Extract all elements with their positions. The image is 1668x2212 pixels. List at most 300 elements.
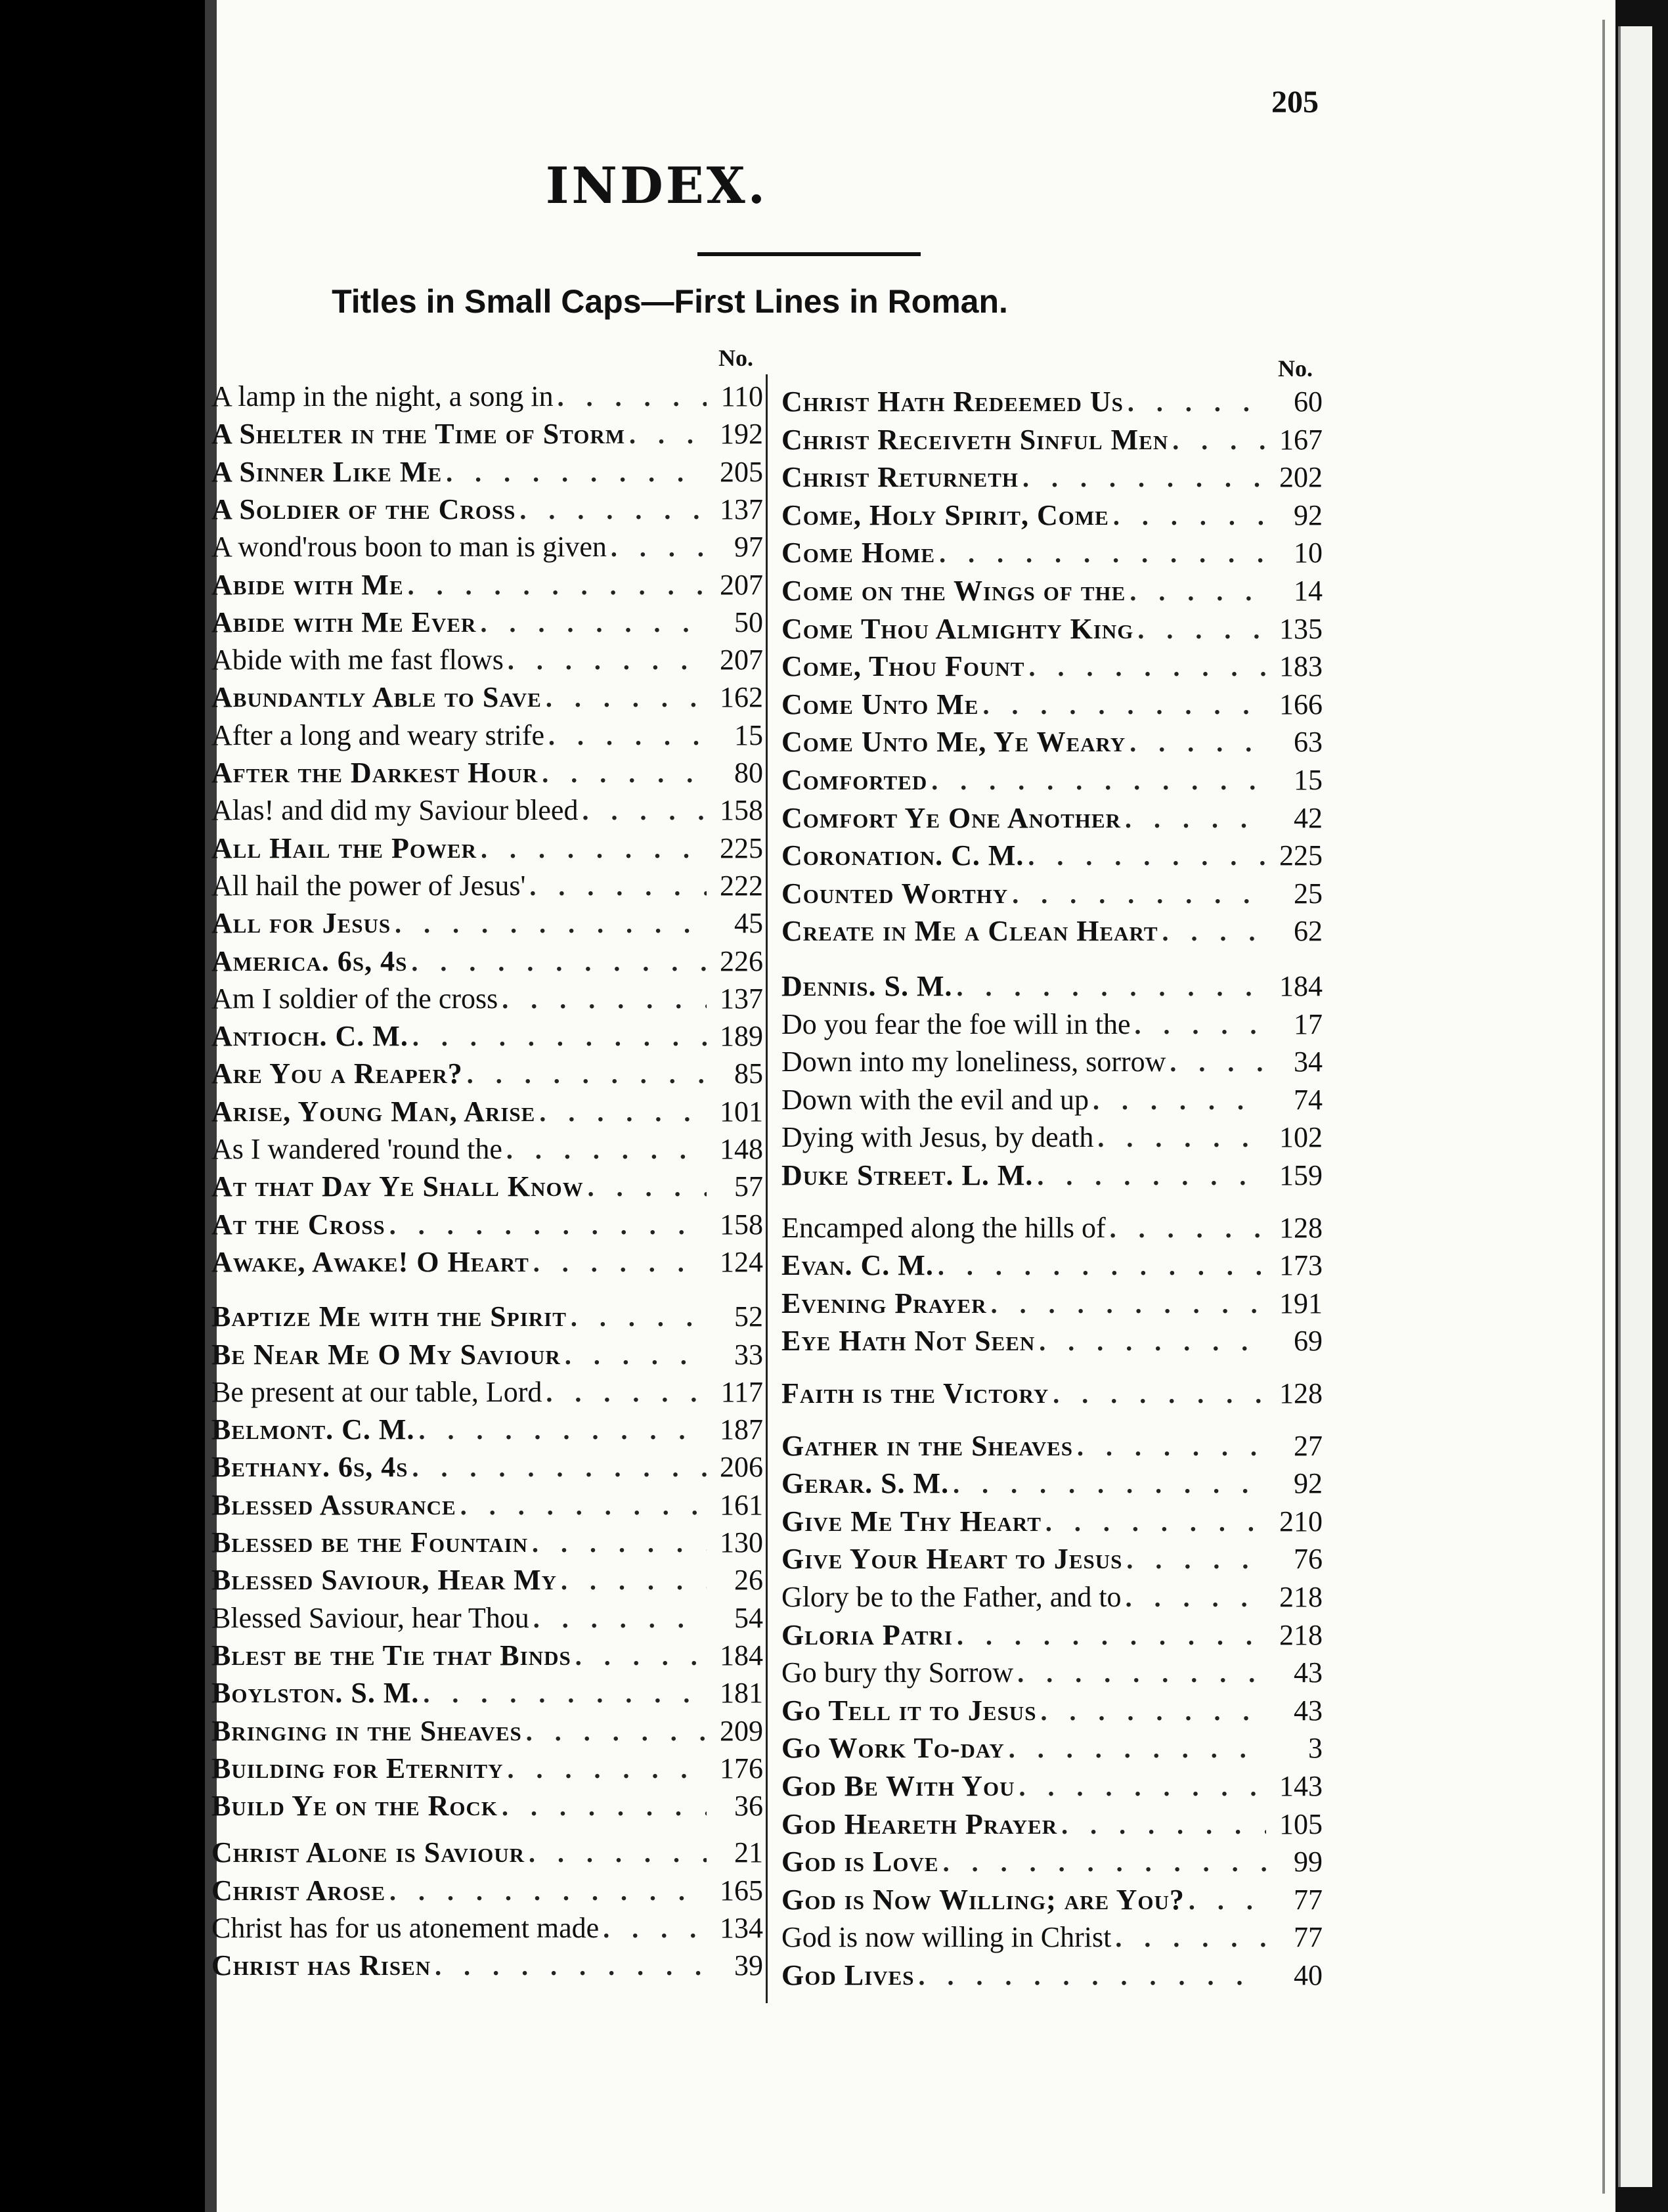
entry-title: Gloria Patri bbox=[781, 1618, 953, 1651]
entry-number: 26 bbox=[734, 1564, 763, 1597]
entry-number: 15 bbox=[734, 719, 763, 751]
dot-leader bbox=[939, 538, 1266, 569]
dot-leader bbox=[542, 758, 707, 789]
entry-title: Eye Hath Not Seen bbox=[781, 1325, 1036, 1358]
dot-leader bbox=[446, 457, 707, 488]
entry-title: Baptize Me with the Spirit bbox=[211, 1300, 567, 1333]
entry-number: 60 bbox=[1294, 386, 1323, 418]
entry-number: 69 bbox=[1294, 1325, 1323, 1358]
dot-leader bbox=[526, 1716, 707, 1747]
dot-leader bbox=[546, 1377, 707, 1408]
dot-leader bbox=[418, 1415, 707, 1446]
dot-leader bbox=[931, 765, 1266, 796]
entry-number: 184 bbox=[720, 1639, 763, 1671]
dot-leader bbox=[982, 690, 1266, 720]
entry-number: 42 bbox=[1294, 801, 1323, 834]
entry-number: 210 bbox=[1279, 1505, 1323, 1537]
entry-title: Am I soldier of the cross bbox=[211, 982, 498, 1015]
entry-title: Come Thou Almighty King bbox=[781, 612, 1134, 645]
index-entry bbox=[211, 1338, 763, 1372]
dot-leader bbox=[1019, 1771, 1266, 1802]
entry-number: 166 bbox=[1279, 688, 1323, 720]
entry-title: Antioch. C. M. bbox=[211, 1020, 408, 1053]
dot-leader bbox=[408, 570, 707, 601]
entry-title: Evan. C. M. bbox=[781, 1249, 934, 1282]
index-entry bbox=[781, 650, 1323, 684]
index-entry bbox=[211, 1752, 763, 1786]
dot-leader bbox=[1135, 1009, 1266, 1040]
dot-leader bbox=[1012, 879, 1266, 910]
index-entry bbox=[781, 688, 1323, 722]
index-entry bbox=[781, 1656, 1323, 1690]
dot-leader bbox=[539, 1097, 707, 1128]
dot-leader bbox=[395, 908, 707, 939]
dot-leader bbox=[943, 1847, 1266, 1878]
entry-number: 135 bbox=[1279, 612, 1323, 645]
index-entry bbox=[211, 756, 763, 790]
entry-title: Come, Holy Spirit, Come bbox=[781, 498, 1109, 531]
entry-title: Building for Eternity bbox=[211, 1752, 504, 1784]
dot-leader bbox=[411, 946, 707, 977]
entry-number: 40 bbox=[1294, 1959, 1323, 1991]
entry-title: Do you fear the foe will in the bbox=[781, 1007, 1131, 1040]
index-entry bbox=[211, 869, 763, 903]
entry-number: 54 bbox=[734, 1601, 763, 1634]
dot-leader bbox=[1017, 1658, 1266, 1689]
dot-leader bbox=[1113, 500, 1266, 531]
index-entry bbox=[781, 536, 1323, 570]
entry-title: Abide with Me Ever bbox=[211, 606, 477, 638]
entry-title: Comforted bbox=[781, 764, 928, 796]
entry-title: Give Me Thy Heart bbox=[781, 1505, 1042, 1537]
index-entry bbox=[781, 1159, 1323, 1193]
dot-leader bbox=[991, 1289, 1266, 1319]
entry-title: America. 6s, 4s bbox=[211, 944, 408, 977]
dot-leader bbox=[1126, 1582, 1266, 1613]
right-gutter bbox=[1615, 0, 1668, 2212]
index-entry bbox=[781, 1287, 1323, 1321]
left-column-header: No. bbox=[718, 345, 753, 371]
dot-leader bbox=[1172, 425, 1266, 456]
index-entry bbox=[211, 1019, 763, 1053]
dot-leader bbox=[918, 1960, 1266, 1991]
entry-title: Blessed Saviour, Hear My bbox=[211, 1564, 558, 1597]
dot-leader bbox=[1028, 841, 1266, 872]
entry-number: 184 bbox=[1279, 970, 1323, 1002]
index-entry bbox=[781, 1505, 1323, 1539]
entry-number: 143 bbox=[1279, 1770, 1323, 1802]
entry-number: 15 bbox=[1294, 764, 1323, 796]
entry-number: 117 bbox=[720, 1375, 763, 1408]
entry-title: Counted Worthy bbox=[781, 877, 1009, 910]
entry-number: 183 bbox=[1279, 650, 1323, 683]
entry-number: 192 bbox=[720, 418, 763, 451]
entry-number: 3 bbox=[1308, 1732, 1323, 1765]
entry-title: Come Unto Me, Ye Weary bbox=[781, 726, 1126, 759]
dot-leader bbox=[957, 1620, 1266, 1651]
index-entry bbox=[211, 493, 763, 527]
entry-number: 102 bbox=[1279, 1121, 1323, 1154]
entry-title: Blest be the Tie that Binds bbox=[211, 1639, 571, 1671]
dot-leader bbox=[1162, 916, 1267, 947]
entry-number: 80 bbox=[734, 757, 763, 789]
next-page-edge bbox=[1618, 26, 1652, 2187]
dot-leader bbox=[582, 795, 707, 826]
dot-leader bbox=[502, 1791, 707, 1822]
dot-leader bbox=[629, 419, 707, 450]
dot-leader bbox=[506, 1134, 707, 1165]
index-entry bbox=[211, 1488, 763, 1522]
index-entry bbox=[781, 839, 1323, 873]
dot-leader bbox=[435, 1951, 707, 1981]
entry-number: 85 bbox=[734, 1057, 763, 1090]
index-entry bbox=[211, 1300, 763, 1334]
entry-number: 134 bbox=[720, 1912, 763, 1944]
entry-title: Glory be to the Father, and to bbox=[781, 1581, 1122, 1613]
index-entry bbox=[211, 1526, 763, 1560]
entry-number: 181 bbox=[720, 1677, 763, 1710]
dot-leader bbox=[611, 532, 707, 563]
entry-title: Blessed Saviour, hear Thou bbox=[211, 1601, 529, 1634]
index-entry bbox=[211, 568, 763, 602]
index-entry bbox=[781, 1211, 1323, 1245]
entry-number: 92 bbox=[1294, 1467, 1323, 1500]
index-entry bbox=[781, 1807, 1323, 1842]
index-entry bbox=[211, 793, 763, 828]
entry-title: Dying with Jesus, by death bbox=[781, 1121, 1094, 1154]
dot-leader bbox=[1115, 1922, 1266, 1953]
entry-title: Bethany. 6s, 4s bbox=[211, 1451, 408, 1484]
entry-number: 222 bbox=[720, 869, 763, 902]
entry-number: 50 bbox=[734, 606, 763, 638]
entry-number: 128 bbox=[1279, 1211, 1323, 1244]
entry-number: 101 bbox=[720, 1095, 763, 1128]
dot-leader bbox=[412, 1021, 707, 1052]
entry-number: 92 bbox=[1294, 498, 1323, 531]
index-entry bbox=[781, 574, 1323, 608]
entry-title: Abundantly Able to Save bbox=[211, 681, 542, 714]
index-entry bbox=[211, 606, 763, 640]
entry-number: 187 bbox=[720, 1413, 763, 1446]
title-rule bbox=[697, 252, 921, 256]
entry-number: 191 bbox=[1279, 1287, 1323, 1319]
entry-title: God is Love bbox=[781, 1846, 939, 1878]
index-entry bbox=[781, 1045, 1323, 1079]
dot-leader bbox=[1022, 462, 1266, 493]
index-entry bbox=[211, 1714, 763, 1748]
index-entry bbox=[211, 831, 763, 866]
entry-title: Gather in the Sheaves bbox=[781, 1429, 1074, 1462]
index-entry bbox=[211, 643, 763, 677]
dot-leader bbox=[412, 1452, 707, 1483]
index-entry bbox=[781, 612, 1323, 646]
dot-leader bbox=[1037, 1161, 1266, 1191]
index-entry bbox=[781, 1618, 1323, 1652]
entry-title: Alas! and did my Saviour bleed bbox=[211, 794, 579, 827]
index-entry bbox=[211, 1170, 763, 1204]
entry-number: 34 bbox=[1294, 1046, 1323, 1078]
dot-leader bbox=[1009, 1733, 1266, 1764]
index-entry bbox=[781, 1542, 1323, 1576]
index-entry bbox=[781, 1120, 1323, 1155]
entry-title: Bringing in the Sheaves bbox=[211, 1714, 522, 1747]
dot-leader bbox=[1128, 387, 1266, 418]
dot-leader bbox=[1053, 1379, 1266, 1409]
entry-title: Gerar. S. M. bbox=[781, 1467, 950, 1500]
entry-title: Come on the Wings of the bbox=[781, 575, 1126, 607]
dot-leader bbox=[1110, 1213, 1266, 1244]
entry-title: Blessed be the Fountain bbox=[211, 1526, 529, 1559]
index-entry bbox=[211, 1601, 763, 1635]
index-entry bbox=[781, 498, 1323, 533]
dot-leader bbox=[1097, 1122, 1266, 1153]
entry-number: 165 bbox=[720, 1874, 763, 1907]
index-entry bbox=[211, 719, 763, 753]
dot-leader bbox=[529, 871, 707, 902]
index-entry bbox=[781, 1324, 1323, 1358]
entry-title: Faith is the Victory bbox=[781, 1377, 1049, 1409]
index-entry bbox=[781, 914, 1323, 948]
entry-title: Duke Street. L. M. bbox=[781, 1159, 1034, 1191]
index-entry bbox=[781, 1429, 1323, 1463]
index-entry bbox=[781, 1467, 1323, 1501]
entry-title: A lamp in the night, a song in bbox=[211, 380, 554, 412]
index-entry bbox=[781, 1249, 1323, 1283]
entry-title: Down with the evil and up bbox=[781, 1083, 1089, 1116]
entry-number: 225 bbox=[720, 831, 763, 864]
index-entry bbox=[781, 1920, 1323, 1955]
page-number: 205 bbox=[1271, 85, 1319, 120]
dot-leader bbox=[558, 382, 707, 412]
dot-leader bbox=[1189, 1885, 1266, 1916]
index-entry bbox=[211, 1375, 763, 1409]
entry-title: A Soldier of the Cross bbox=[211, 493, 516, 525]
entry-number: 148 bbox=[720, 1133, 763, 1165]
index-entry bbox=[781, 1007, 1323, 1042]
entry-title: Belmont. C. M. bbox=[211, 1413, 415, 1446]
entry-number: 43 bbox=[1294, 1656, 1323, 1689]
dot-leader bbox=[588, 1172, 707, 1203]
entry-number: 159 bbox=[1279, 1159, 1323, 1191]
page-right-rule bbox=[1602, 20, 1605, 2194]
entry-number: 110 bbox=[720, 380, 763, 412]
dot-leader bbox=[1093, 1085, 1266, 1116]
dot-leader bbox=[467, 1059, 707, 1090]
index-entry bbox=[211, 982, 763, 1016]
entry-number: 137 bbox=[720, 493, 763, 525]
dot-leader bbox=[533, 1247, 707, 1278]
entry-number: 21 bbox=[734, 1836, 763, 1869]
entry-number: 43 bbox=[1294, 1694, 1323, 1727]
entry-number: 74 bbox=[1294, 1083, 1323, 1116]
entry-title: Go Work To-day bbox=[781, 1732, 1005, 1765]
entry-title: Boylston. S. M. bbox=[211, 1677, 420, 1710]
entry-number: 158 bbox=[720, 1208, 763, 1241]
entry-title: After a long and weary strife bbox=[211, 719, 545, 751]
entry-number: 77 bbox=[1294, 1921, 1323, 1954]
entry-title: Be Near Me O My Saviour bbox=[211, 1338, 561, 1371]
entry-number: 10 bbox=[1294, 537, 1323, 569]
entry-title: As I wandered 'round the bbox=[211, 1133, 502, 1165]
index-entry bbox=[211, 530, 763, 564]
entry-number: 218 bbox=[1279, 1581, 1323, 1613]
entry-number: 161 bbox=[720, 1488, 763, 1521]
dot-leader bbox=[1125, 803, 1266, 834]
index-entry bbox=[211, 906, 763, 940]
entry-title: Evening Prayer bbox=[781, 1287, 987, 1319]
page-subtitle: Titles in Small Caps—First Lines in Roman. bbox=[332, 283, 1008, 320]
dot-leader bbox=[507, 1754, 707, 1784]
dot-leader bbox=[561, 1565, 707, 1596]
entry-number: 207 bbox=[720, 644, 763, 676]
index-entry bbox=[211, 1413, 763, 1447]
entry-number: 17 bbox=[1294, 1007, 1323, 1040]
entry-number: 207 bbox=[720, 568, 763, 601]
index-entry bbox=[781, 385, 1323, 419]
index-entry bbox=[781, 1377, 1323, 1411]
dot-leader bbox=[1137, 614, 1266, 645]
entry-title: Christ Receiveth Sinful Men bbox=[781, 423, 1169, 456]
entry-title: Be present at our table, Lord bbox=[211, 1375, 542, 1408]
index-entry bbox=[211, 1639, 763, 1673]
entry-title: Create in Me a Clean Heart bbox=[781, 915, 1158, 948]
index-entry bbox=[781, 801, 1323, 835]
index-entry bbox=[211, 1836, 763, 1870]
entry-title: Go bury thy Sorrow bbox=[781, 1656, 1014, 1689]
entry-title: Dennis. S. M. bbox=[781, 970, 953, 1002]
entry-title: Abide with Me bbox=[211, 568, 404, 601]
entry-title: At the Cross bbox=[211, 1208, 385, 1241]
entry-title: God Be With You bbox=[781, 1770, 1015, 1802]
entry-title: Abide with me fast flows bbox=[211, 644, 504, 676]
entry-title: All Hail the Power bbox=[211, 831, 477, 864]
entry-title: Arise, Young Man, Arise bbox=[211, 1095, 536, 1128]
entry-number: 33 bbox=[734, 1338, 763, 1371]
dot-leader bbox=[519, 495, 707, 525]
index-entry bbox=[211, 455, 763, 489]
entry-number: 137 bbox=[720, 982, 763, 1015]
entry-title: A Sinner Like Me bbox=[211, 455, 443, 488]
dot-leader bbox=[481, 833, 707, 864]
entry-title: Awake, Awake! O Heart bbox=[211, 1245, 529, 1278]
index-entry bbox=[781, 877, 1323, 911]
entry-number: 62 bbox=[1294, 915, 1323, 948]
entry-title: Are You a Reaper? bbox=[211, 1057, 463, 1090]
entry-number: 158 bbox=[720, 794, 763, 827]
dot-leader bbox=[532, 1528, 707, 1559]
index-entry bbox=[781, 969, 1323, 1004]
entry-number: 225 bbox=[1279, 839, 1323, 872]
entry-title: Come Home bbox=[781, 537, 936, 569]
dot-leader bbox=[575, 1641, 707, 1671]
index-entry bbox=[781, 423, 1323, 457]
entry-title: Christ has for us atonement made bbox=[211, 1912, 600, 1944]
index-entry bbox=[781, 725, 1323, 759]
entry-number: 202 bbox=[1279, 461, 1323, 494]
entry-number: 105 bbox=[1279, 1807, 1323, 1840]
dot-leader bbox=[389, 1210, 707, 1241]
entry-number: 99 bbox=[1294, 1846, 1323, 1878]
index-entry bbox=[211, 1789, 763, 1823]
index-entry bbox=[781, 1694, 1323, 1728]
index-entry bbox=[211, 680, 763, 715]
index-entry bbox=[781, 1083, 1323, 1117]
entry-number: 167 bbox=[1279, 423, 1323, 456]
index-entry bbox=[781, 763, 1323, 797]
dot-leader bbox=[389, 1876, 707, 1907]
dot-leader bbox=[1061, 1809, 1266, 1840]
index-entry bbox=[781, 460, 1323, 495]
dot-leader bbox=[1130, 727, 1266, 758]
dot-leader bbox=[1170, 1047, 1266, 1078]
dot-leader bbox=[938, 1250, 1266, 1281]
index-entry bbox=[211, 1676, 763, 1710]
entry-number: 14 bbox=[1294, 575, 1323, 607]
entry-title: All for Jesus bbox=[211, 907, 391, 940]
index-entry bbox=[211, 1911, 763, 1945]
page-title: INDEX. bbox=[545, 156, 768, 215]
dot-leader bbox=[502, 984, 707, 1015]
dot-leader bbox=[546, 682, 707, 713]
dot-leader bbox=[571, 1302, 707, 1333]
entry-number: 76 bbox=[1294, 1543, 1323, 1576]
entry-title: Christ Alone is Saviour bbox=[211, 1836, 525, 1869]
index-entry bbox=[781, 1883, 1323, 1917]
dot-leader bbox=[460, 1490, 707, 1521]
index-entry bbox=[211, 1450, 763, 1484]
entry-title: All hail the power of Jesus' bbox=[211, 869, 526, 902]
entry-title: Blessed Assurance bbox=[211, 1488, 456, 1521]
entry-title: Coronation. C. M. bbox=[781, 839, 1024, 872]
index-entry bbox=[211, 1874, 763, 1908]
entry-title: A wond'rous boon to man is given bbox=[211, 531, 607, 564]
entry-number: 45 bbox=[734, 907, 763, 940]
entry-number: 36 bbox=[734, 1790, 763, 1823]
dot-leader bbox=[1040, 1696, 1266, 1727]
dot-leader bbox=[529, 1838, 707, 1869]
dot-leader bbox=[423, 1678, 707, 1709]
entry-title: Christ Returneth bbox=[781, 461, 1019, 494]
entry-number: 176 bbox=[720, 1752, 763, 1784]
index-entry bbox=[211, 1245, 763, 1279]
entry-title: Encamped along the hills of bbox=[781, 1211, 1106, 1244]
dot-leader bbox=[565, 1340, 707, 1371]
index-entry bbox=[781, 1958, 1323, 1993]
dot-leader bbox=[480, 608, 707, 638]
entry-title: God is Now Willing; are You? bbox=[781, 1883, 1185, 1916]
entry-number: 218 bbox=[1279, 1618, 1323, 1651]
entry-number: 130 bbox=[720, 1526, 763, 1559]
entry-title: Comfort Ye One Another bbox=[781, 801, 1121, 834]
index-entry bbox=[211, 1132, 763, 1166]
dot-leader bbox=[953, 1469, 1266, 1499]
entry-title: Down into my loneliness, sorrow bbox=[781, 1046, 1166, 1078]
entry-title: Build Ye on the Rock bbox=[211, 1790, 498, 1823]
entry-number: 226 bbox=[720, 944, 763, 977]
index-entry bbox=[211, 1057, 763, 1091]
index-entry bbox=[211, 380, 763, 414]
entry-number: 52 bbox=[734, 1300, 763, 1333]
dot-leader bbox=[957, 971, 1266, 1002]
index-entry bbox=[211, 944, 763, 979]
index-entry bbox=[211, 1095, 763, 1129]
index-entry bbox=[781, 1731, 1323, 1765]
entry-title: Come Unto Me bbox=[781, 688, 979, 720]
entry-title: God Heareth Prayer bbox=[781, 1807, 1058, 1840]
right-column-header: No. bbox=[1278, 355, 1313, 382]
entry-number: 97 bbox=[734, 531, 763, 564]
entry-number: 25 bbox=[1294, 877, 1323, 910]
